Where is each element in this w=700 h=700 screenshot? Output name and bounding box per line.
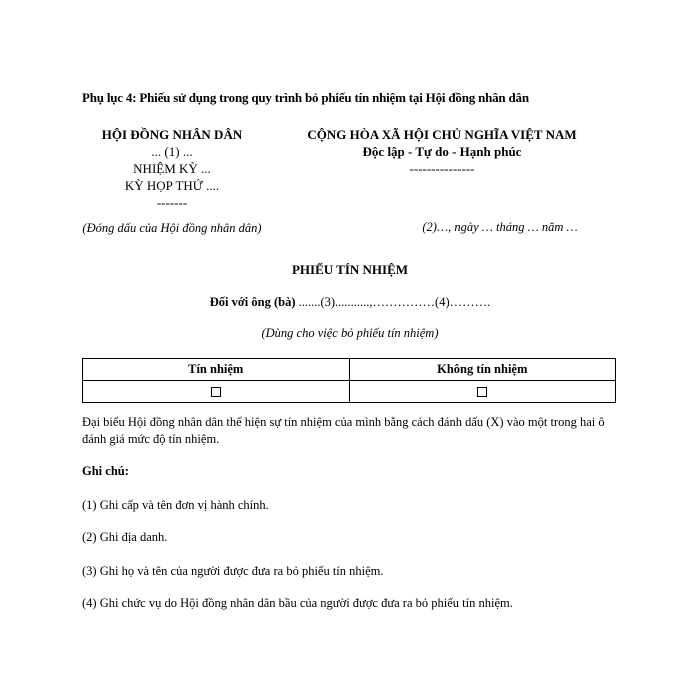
council-term: NHIỆM KỲ ... <box>133 161 211 176</box>
subject-fill: .......(3)...........,……………(4)………. <box>295 295 491 309</box>
note-item: (1) Ghi cấp và tên đơn vị hành chính. <box>82 498 269 512</box>
appendix-title: Phụ lục 4: Phiếu sử dụng trong quy trình bỏ phiếu tín nhiệm tại Hội đồng nhân dân <box>82 90 529 105</box>
right-divider: --------------- <box>409 161 475 176</box>
no-trust-checkbox[interactable] <box>477 387 487 397</box>
place-date-line: (2)…, ngày … tháng … năm … <box>422 220 578 234</box>
usage-note: (Dùng cho việc bỏ phiếu tín nhiệm) <box>261 326 439 340</box>
trust-checkbox[interactable] <box>211 387 221 397</box>
council-session: KỲ HỌP THỨ .... <box>124 178 220 193</box>
vote-table <box>82 358 616 403</box>
stamp-note: (Đóng dấu của Hội đồng nhân dân) <box>82 221 262 235</box>
note-item: (2) Ghi địa danh. <box>82 530 168 544</box>
note-item: (4) Ghi chức vụ do Hội đồng nhân dân bầu của người được đưa ra bỏ phiếu tín nhiệm. <box>82 596 513 610</box>
left-header <box>82 126 262 211</box>
note-item: (3) Ghi họ và tên của người được đưa ra bỏ phiếu tín nhiệm. <box>82 564 384 578</box>
instruction-text: Đại biểu Hội đồng nhân dân thể hiện sự tín nhiệm của mình bằng cách đánh dấu (X) vào một trong hai ô đánh giá mức độ tín nhiệm. <box>82 415 605 446</box>
col-no-trust-header: Không tín nhiệm <box>349 359 616 381</box>
vote-table-header-row <box>83 359 616 381</box>
trust-cell <box>83 381 350 403</box>
vote-table-checkbox-row <box>83 381 616 403</box>
left-divider: ------- <box>156 195 188 210</box>
right-header <box>272 126 612 177</box>
subject-line <box>0 295 700 310</box>
no-trust-cell <box>349 381 616 403</box>
notes-heading: Ghi chú: <box>82 464 129 478</box>
col-trust-header: Tín nhiệm <box>83 359 350 381</box>
country-name: CỘNG HÒA XÃ HỘI CHỦ NGHĨA VIỆT NAM <box>307 127 577 142</box>
national-motto: Độc lập - Tự do - Hạnh phúc <box>362 144 522 159</box>
subject-label: Đối với ông (bà) <box>209 295 296 309</box>
form-title: PHIẾU TÍN NHIỆM <box>291 262 409 277</box>
council-unit-placeholder: ... (1) ... <box>151 144 193 159</box>
council-name: HỘI ĐỒNG NHÂN DÂN <box>101 127 243 142</box>
